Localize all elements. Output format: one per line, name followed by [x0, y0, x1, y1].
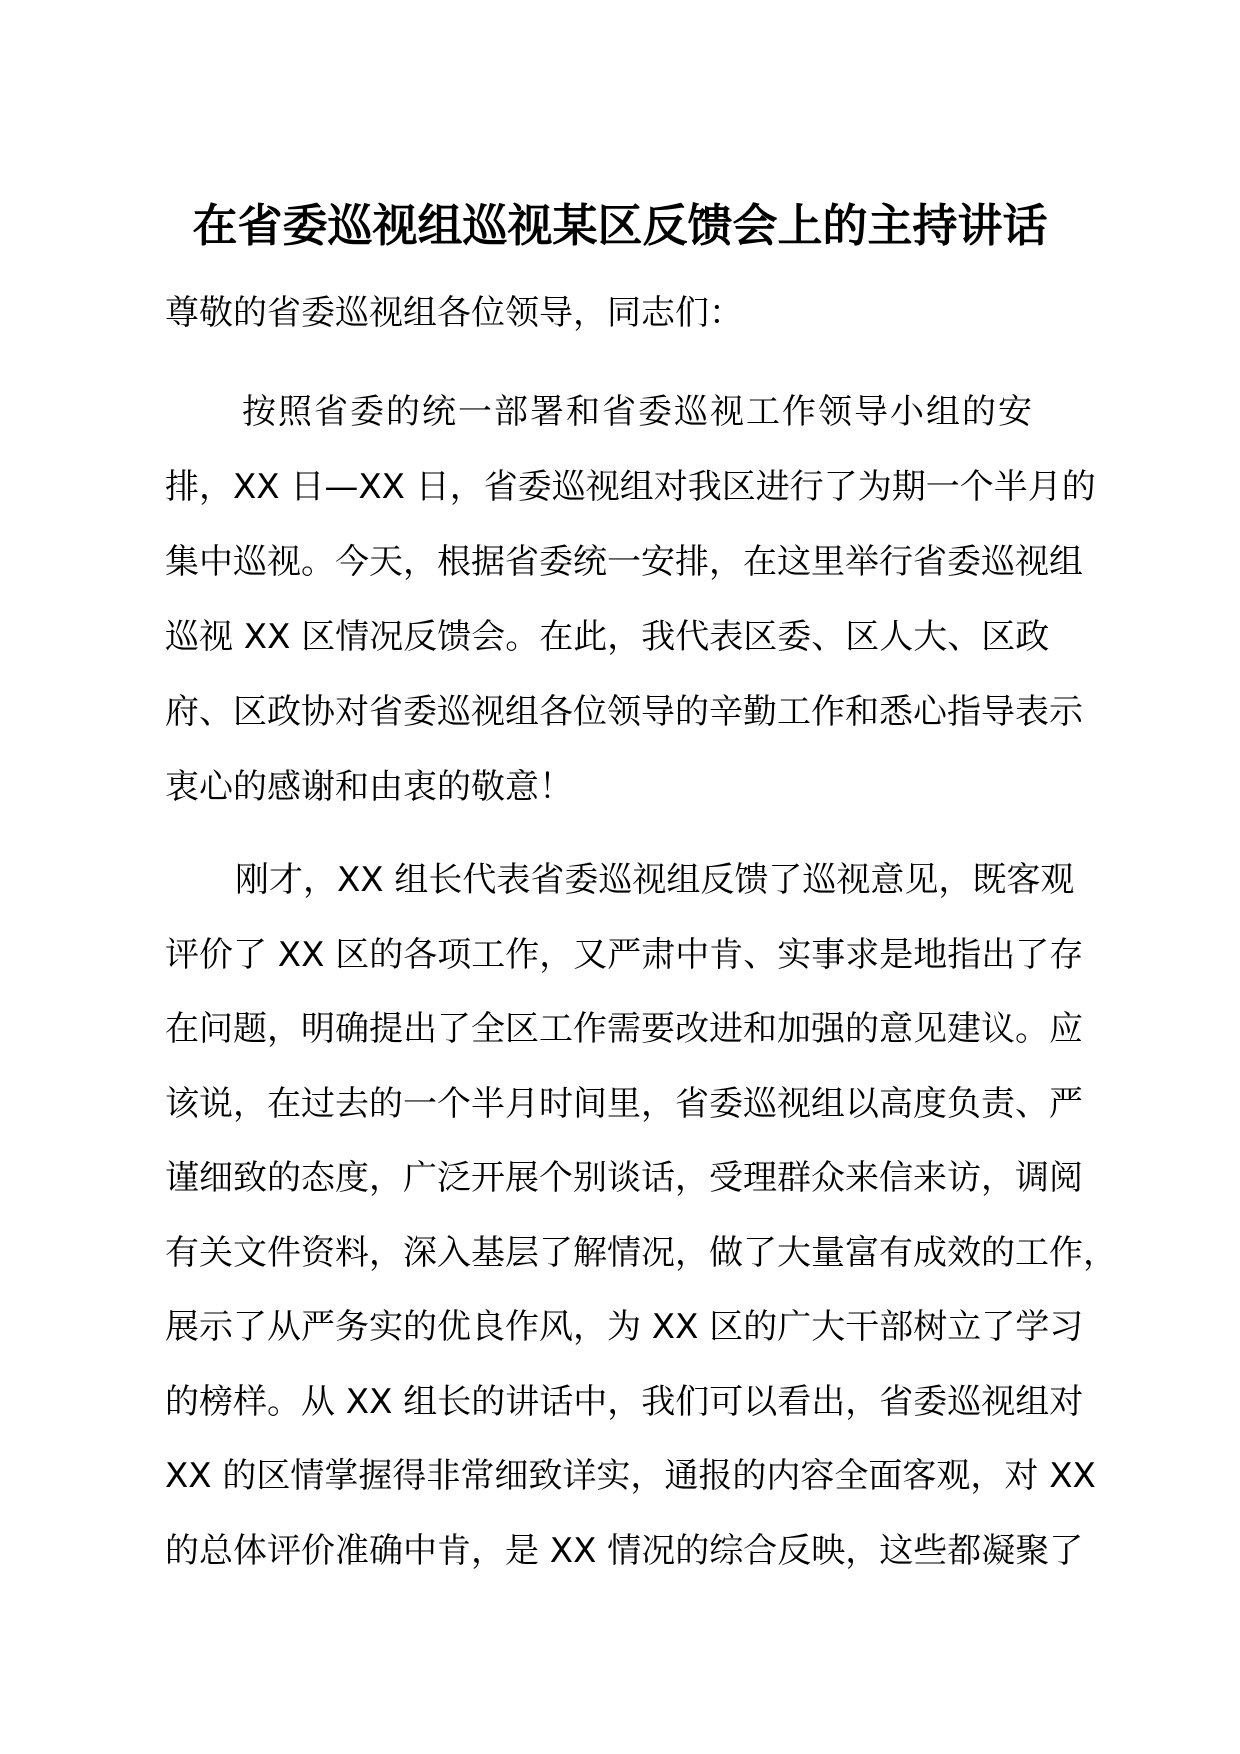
paragraph-line: 在问题，明确提出了全区工作需要改进和加强的意见建议。应	[165, 1009, 1083, 1049]
paragraph-line: 该说，在过去的一个半月时间里，省委巡视组以高度负责、严	[165, 1083, 1083, 1124]
paragraph-line: 集中巡视。今天，根据省委统一安排，在这里举行省委巡视组	[165, 542, 1083, 582]
paragraph-line: 府、区政协对省委巡视组各位领导的辛勤工作和悉心指导表示	[165, 692, 1083, 732]
paragraph-line: 有关文件资料，深入基层了解情况，做了大量富有成效的工作，	[165, 1232, 1117, 1273]
paragraph-line: 巡视 XX 区情况反馈会。在此，我代表区委、区人大、区政	[165, 617, 1050, 657]
paragraph-line: 刚才，XX 组长代表省委巡视组反馈了巡视意见，既客观	[235, 860, 1075, 900]
paragraph-line: 排，XX 日—XX 日，省委巡视组对我区进行了为期一个半月的	[165, 467, 1096, 507]
paragraph-1	[165, 375, 1096, 825]
paragraph-2	[165, 843, 1117, 1588]
paragraph-line: XX 的区情掌握得非常细致详实，通报的内容全面客观，对 XX	[165, 1456, 1096, 1496]
document-title: 在省委巡视组巡视某区反馈会上的主持讲话	[192, 199, 1048, 252]
paragraph-line: 按照省委的统一部署和省委巡视工作领导小组的安	[242, 392, 1034, 432]
paragraph-line: 衷心的感谢和由衷的敬意！	[165, 767, 573, 807]
paragraph-line: 的总体评价准确中肯，是 XX 情况的综合反映，这些都凝聚了	[165, 1530, 1084, 1571]
salutation: 尊敬的省委巡视组各位领导，同志们：	[165, 293, 743, 333]
paragraph-line: 评价了 XX 区的各项工作，又严肃中肯、实事求是地指出了存	[165, 934, 1084, 975]
paragraph-line: 谨细致的态度，广泛开展个别谈话，受理群众来信来访，调阅	[165, 1158, 1083, 1198]
paragraph-line: 展示了从严务实的优良作风，为 XX 区的广大干部树立了学习	[165, 1307, 1084, 1347]
paragraph-line: 的榜样。从 XX 组长的讲话中，我们可以看出，省委巡视组对	[165, 1381, 1084, 1422]
